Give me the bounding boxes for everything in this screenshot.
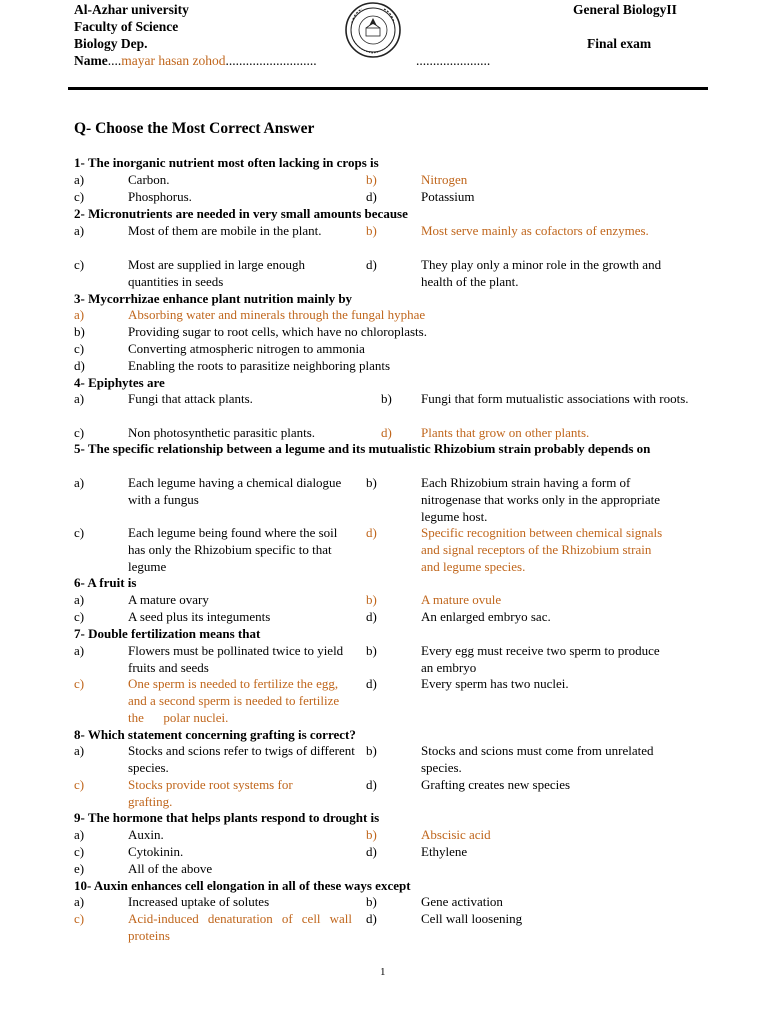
option-text-selected: Specific recognition between chemical signals and signal receptors of the Rhizobium strain and legume species. — [421, 525, 663, 574]
option-label: a) — [74, 743, 85, 758]
option-text: Providing sugar to root cells, which have no chloroplasts. — [128, 324, 427, 339]
option-label: d) — [381, 425, 392, 440]
option-label: a) — [74, 307, 85, 322]
option-text: Fungi that form mutualistic associations with roots. — [421, 391, 689, 406]
option-text: Every egg must receive two sperm to produce an embryo — [421, 643, 660, 675]
question-6: 6- A fruit is — [74, 575, 137, 590]
student-name-line — [74, 52, 317, 69]
option-label: a) — [74, 391, 85, 406]
option-text: Converting atmospheric nitrogen to ammonia — [128, 341, 365, 356]
option-text: All of the above — [128, 861, 213, 876]
option-label: c) — [74, 844, 85, 859]
option-label: a) — [74, 475, 85, 490]
option-label: a) — [74, 827, 85, 842]
option-text: Gene activation — [421, 894, 503, 909]
option-text: Non photosynthetic parasitic plants. — [128, 425, 316, 440]
option-label: d) — [366, 676, 377, 691]
question-7: 7- Double fertilization means that — [74, 626, 261, 641]
option-text: Each Rhizobium strain having a form of nitrogenase that works only in the appropriate legume host. — [421, 475, 660, 524]
option-label: d) — [74, 358, 85, 373]
option-label: d) — [366, 844, 377, 859]
option-text-selected: Nitrogen — [421, 172, 468, 187]
option-label: b) — [366, 743, 377, 758]
option-text: Cell wall loosening — [421, 911, 523, 926]
exam-type: Final exam — [587, 36, 652, 51]
option-text-selected: Most serve mainly as cofactors of enzymes. — [421, 223, 649, 238]
option-label: c) — [74, 189, 85, 204]
option-label: d) — [366, 525, 377, 540]
option-text: Most are supplied in large enough quantities in seeds — [128, 257, 306, 289]
university-seal-icon — [344, 1, 402, 59]
option-label: d) — [366, 609, 377, 624]
department-name: Biology Dep. — [74, 36, 148, 51]
option-text: Cytokinin. — [128, 844, 184, 859]
option-text: Grafting creates new species — [421, 777, 571, 792]
option-label: c) — [74, 257, 85, 272]
university-name: Al-Azhar university — [74, 2, 189, 17]
course-name: General BiologyII — [573, 2, 677, 17]
option-text-selected: Abscisic acid — [421, 827, 491, 842]
option-label: b) — [381, 391, 392, 406]
name-dots-pre: .... — [107, 53, 122, 68]
option-text: Each legume being found where the soil has only the Rhizobium specific to that legume — [128, 525, 338, 574]
option-label: c) — [74, 609, 85, 624]
option-text: Potassium — [421, 189, 475, 204]
option-label: e) — [74, 861, 85, 876]
option-text: Enabling the roots to parasitize neighboring plants — [128, 358, 391, 373]
second-blank: ...................... — [416, 53, 491, 68]
question-9: 9- The hormone that helps plants respond to drought is — [74, 810, 380, 825]
option-label: a) — [74, 643, 85, 658]
option-label: a) — [74, 592, 85, 607]
option-text: Auxin. — [128, 827, 164, 842]
option-text: Stocks and scions must come from unrelated species. — [421, 743, 654, 775]
option-text: Fungi that attack plants. — [128, 391, 253, 406]
option-label: a) — [74, 894, 85, 909]
option-label: b) — [366, 894, 377, 909]
header-divider — [68, 87, 708, 90]
option-text-selected: Absorbing water and minerals through the fungal hyphae — [128, 307, 426, 322]
exam-header — [0, 0, 768, 92]
option-text: A seed plus its integuments — [128, 609, 271, 624]
option-text-selected: One sperm is needed to fertilize the egg, and a second sperm is needed to fertilize the polar nuclei. — [128, 676, 343, 725]
question-4: 4- Epiphytes are — [74, 375, 165, 390]
question-10: 10- Auxin enhances cell elongation in all of these ways except — [74, 878, 411, 893]
question-5: 5- The specific relationship between a legume and its mutualistic Rhizobium strain probably depends on — [74, 441, 651, 456]
option-label: d) — [366, 911, 377, 926]
option-label: d) — [366, 777, 377, 792]
option-label: c) — [74, 911, 85, 926]
option-label: c) — [74, 777, 85, 792]
option-text: Ethylene — [421, 844, 468, 859]
option-text: Phosphorus. — [128, 189, 192, 204]
option-text: Carbon. — [128, 172, 170, 187]
option-text: Each legume having a chemical dialogue with a fungus — [128, 475, 342, 507]
option-text: They play only a minor role in the growth and health of the plant. — [421, 257, 662, 289]
option-label: d) — [366, 189, 377, 204]
question-1: 1- The inorganic nutrient most often lacking in crops is — [74, 155, 379, 170]
option-text: Stocks and scions refer to twigs of different species. — [128, 743, 355, 775]
option-label: c) — [74, 676, 85, 691]
option-text-selected: Acid-induced denaturation of cell wall proteins — [128, 911, 352, 943]
question-2: 2- Micronutrients are needed in very small amounts because — [74, 206, 408, 221]
name-dots-post: ........................... — [225, 53, 317, 68]
option-label: d) — [366, 257, 377, 272]
page-number: 1 — [380, 966, 386, 978]
option-label: b) — [366, 592, 377, 607]
option-label: b) — [366, 827, 377, 842]
option-label: a) — [74, 223, 85, 238]
option-text-selected: A mature ovule — [421, 592, 502, 607]
option-text-selected: Stocks provide root systems for grafting. — [128, 777, 293, 809]
student-name: mayar hasan zohod — [121, 53, 226, 68]
option-label: b) — [366, 172, 377, 187]
question-8: 8- Which statement concerning grafting is correct? — [74, 727, 356, 742]
option-text: A mature ovary — [128, 592, 209, 607]
option-label: c) — [74, 525, 85, 540]
question-3: 3- Mycorrhizae enhance plant nutrition mainly by — [74, 291, 353, 306]
option-text: An enlarged embryo sac. — [421, 609, 551, 624]
name-label: Name — [74, 53, 108, 68]
option-label: b) — [366, 475, 377, 490]
option-text: Increased uptake of solutes — [128, 894, 270, 909]
option-label: b) — [74, 324, 85, 339]
option-label: b) — [366, 643, 377, 658]
option-text: Flowers must be pollinated twice to yield fruits and seeds — [128, 643, 344, 675]
option-label: b) — [366, 223, 377, 238]
option-label: a) — [74, 172, 85, 187]
option-label: c) — [74, 341, 85, 356]
option-text: Every sperm has two nuclei. — [421, 676, 569, 691]
option-text: Most of them are mobile in the plant. — [128, 223, 322, 238]
option-text-selected: Plants that grow on other plants. — [421, 425, 590, 440]
section-title: Q- Choose the Most Correct Answer — [74, 120, 315, 137]
option-label: c) — [74, 425, 85, 440]
faculty-name: Faculty of Science — [74, 19, 179, 34]
